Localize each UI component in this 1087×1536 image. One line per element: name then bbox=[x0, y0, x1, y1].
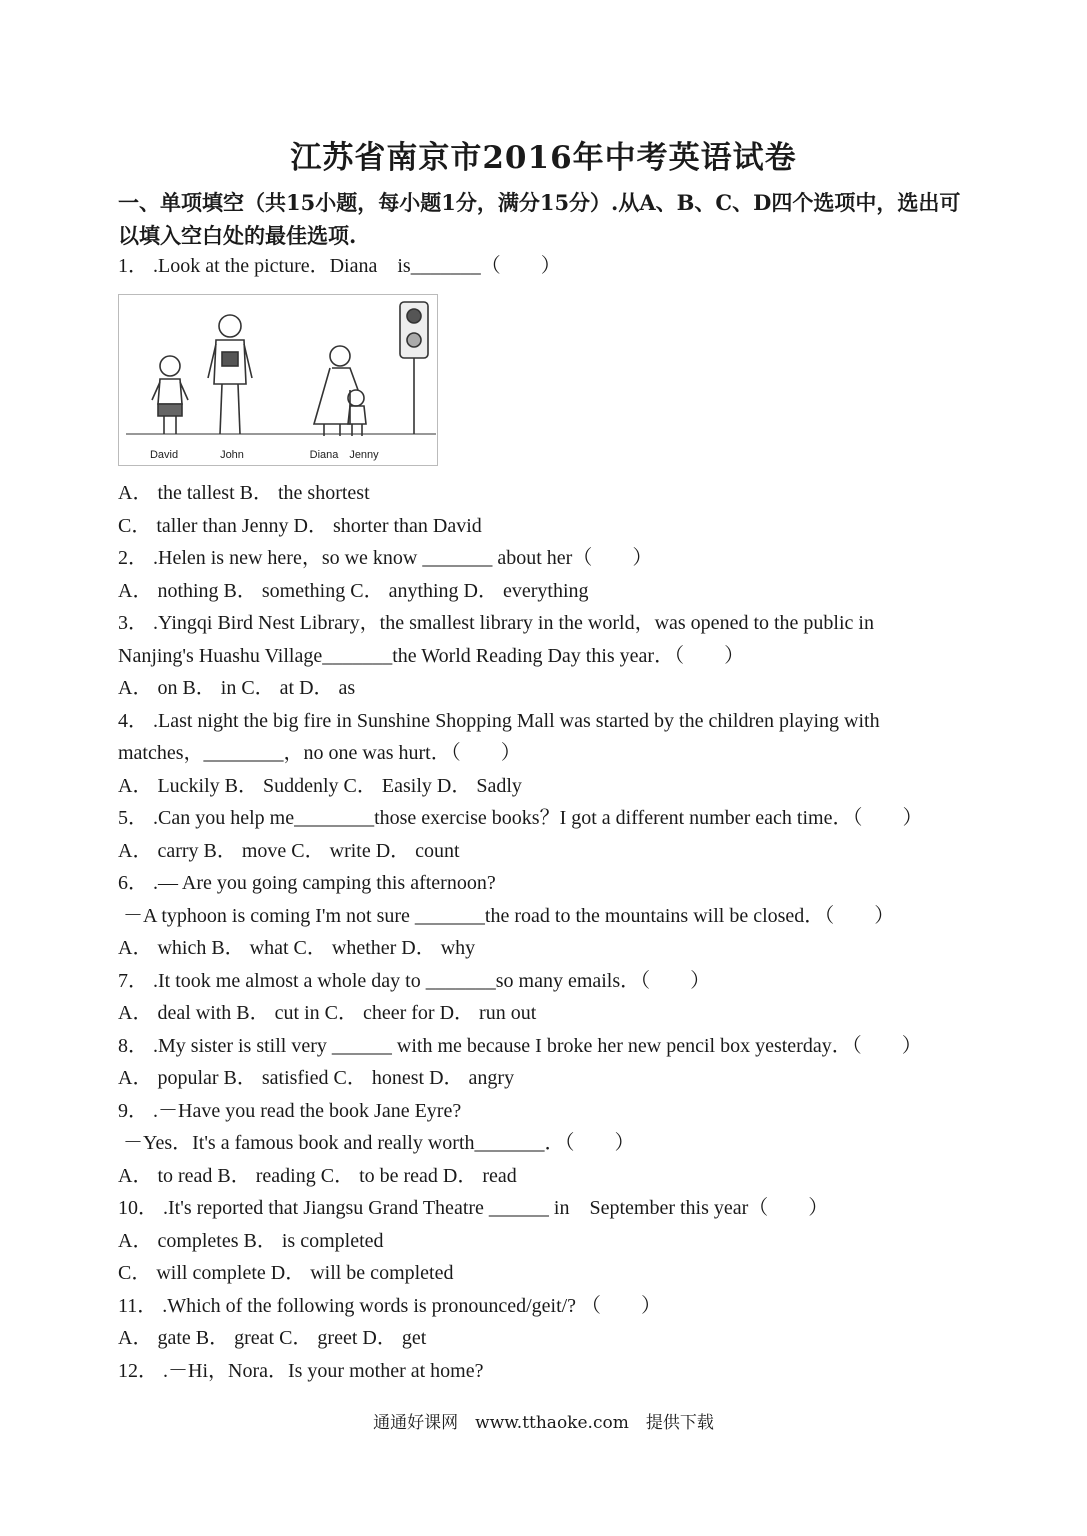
q9-options: A． to read B． reading C． to be read D． read bbox=[118, 1165, 517, 1187]
question-6: 6． .— Are you going camping this afternoon? bbox=[118, 872, 496, 894]
q10-options-a: A． completes B． is completed bbox=[118, 1230, 384, 1252]
question-12: 12． .－Hi，Nora．Is your mother at home? bbox=[118, 1360, 484, 1382]
question-4-cont: matches，________，no one was hurt．（ ） bbox=[118, 742, 521, 764]
question-8: 8． .My sister is still very ______ with me because I broke her new pencil box yesterday．（ ） bbox=[118, 1035, 922, 1057]
q6-options: A． which B． what C． whether D． why bbox=[118, 937, 476, 959]
question-5: 5． .Can you help me________those exercise books？I got a different number each time．（ ） bbox=[118, 807, 923, 829]
q5-options: A． carry B． move C． write D． count bbox=[118, 840, 460, 862]
q4-options: A． Luckily B． Suddenly C． Easily D． Sadly bbox=[118, 775, 522, 797]
question-6-cont: －A typhoon is coming I'm not sure _______the road to the mountains will be closed．（ ） bbox=[118, 905, 895, 927]
question-11: 11． .Which of the following words is pronounced/geit/? （ ） bbox=[118, 1295, 662, 1317]
q10-options-c: C． will complete D． will be completed bbox=[118, 1262, 454, 1284]
q1-options-a: A． the tallest B． the shortest bbox=[118, 482, 370, 504]
question-4: 4． .Last night the big fire in Sunshine Shopping Mall was started by the children playing with bbox=[118, 710, 880, 732]
label-david: David bbox=[149, 449, 179, 461]
question-1-picture bbox=[118, 294, 438, 466]
label-john: John bbox=[220, 449, 244, 461]
exam-title: 江苏省南京市2016年中考英语试卷 bbox=[290, 140, 797, 176]
question-10: 10． .It's reported that Jiangsu Grand Theatre ______ in September this year（ ） bbox=[118, 1197, 829, 1219]
question-1: 1． .Look at the picture．Diana is_______（ ） bbox=[118, 255, 561, 277]
question-3-cont: Nanjing's Huashu Village_______the World Reading Day this year．（ ） bbox=[118, 645, 745, 667]
question-2: 2． .Helen is new here，so we know _______ about her（ ） bbox=[118, 547, 653, 569]
question-9: 9． .－Have you read the book Jane Eyre? bbox=[118, 1100, 462, 1122]
q1-options-c: C． taller than Jenny D． shorter than David bbox=[118, 515, 482, 537]
label-diana: Diana bbox=[309, 449, 339, 461]
q2-options: A． nothing B． something C． anything D． everything bbox=[118, 580, 589, 602]
section-heading: 一、单项填空（共15小题，每小题1分，满分15分）.从A、B、C、D四个选项中，选出可以填入空白处的最佳选项. bbox=[118, 190, 961, 248]
question-7: 7． .It took me almost a whole day to _______so many emails．（ ） bbox=[118, 970, 711, 992]
q7-options: A． deal with B． cut in C． cheer for D． run out bbox=[118, 1002, 537, 1024]
q3-options: A． on B． in C． at D． as bbox=[118, 677, 356, 699]
page-footer: 通通好课网 www.tthaoke.com 提供下载 bbox=[373, 1413, 714, 1433]
question-3: 3． .Yingqi Bird Nest Library，the smallest library in the world，was opened to the public in bbox=[118, 612, 874, 634]
label-jenny: Jenny bbox=[349, 449, 379, 461]
question-9-cont: －Yes．It's a famous book and really worth_______．（ ） bbox=[118, 1132, 635, 1154]
q8-options: A． popular B． satisfied C． honest D． angry bbox=[118, 1067, 515, 1089]
q11-options: A． gate B． great C． greet D． get bbox=[118, 1327, 427, 1349]
